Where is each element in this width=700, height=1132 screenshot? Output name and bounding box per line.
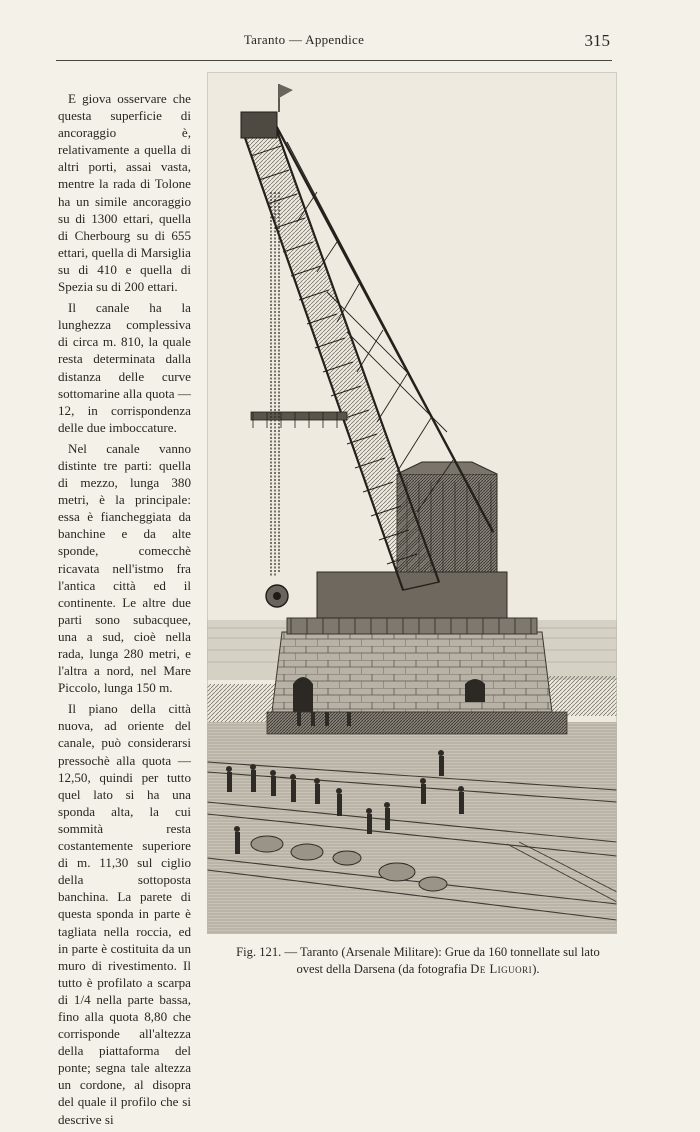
paragraph-anchorage: E giova osservare che questa superficie di ancoraggio è, relativamente a quella di altri porti, assai vasta, mentre la rada di Tolone ha un simile ancoraggio su di 1300 ettari, quella di Cherbourg su di 655 ettari, quella di Marsiglia su di 410 e quella di Spezia su di 200 ettari. [58,91,191,295]
caption-photographer: De Liguori [470,962,533,976]
caption-main-text: Fig. 121. — Taranto (Arsenale Militare): Grue da 160 tonnellate sul lato ovest della Darsena (da fotografia [236,945,600,976]
caption-end: ). [532,962,540,976]
page-number: 315 [584,31,610,50]
paragraph-new-city-plan: Il piano della città nuova, ad oriente del canale, può considerarsi pressochè alla quota —12,50, quindi per tutto quel lato si ha una sponda alta, la cui sommità resta costantemente superiore di m. 11,30 sul ciglio della sottoposta banchina. La parete di questa sponda in parte è tagliata nella roccia, ed in parte è costituita da un muro di rivestimento. Il tutto è profilato a scarpa di 1/4 nella parte bassa, fino alla quota 8,80 che corrisponde all'altezza della piattaforma del ponte; segna tale altezza un cordone, al disopra del quale il profilo che si descrive si [58,701,191,1127]
page-header [56,30,612,61]
crane-engraving-illustration [207,72,617,934]
crane-engraving-figure [207,72,617,934]
figure-caption [222,944,614,978]
paragraph-canal-length: Il canale ha la lunghezza complessiva di circa m. 810, la quale resta determinata dalla distanza delle curve sottomarine alla quota —12, in corrispondenza delle due imboccature. [58,300,191,435]
body-text-column [58,90,191,1132]
running-title: Taranto — Appendice [243,32,365,47]
paragraph-canal-parts: Nel canale vanno distinte tre parti: quella di mezzo, lunga 380 metri, è la principale: essa è fiancheggiata da banchine e da alte sponde, comecchè ricavata nell'istmo fra l'antica città ed il continente. Le altre due parti sono subacquee, una a sud, cioè nella rada, lunga 280 metri, e l'altra a nord, nel Mare Piccolo, lunga 150 m. [58,440,191,696]
